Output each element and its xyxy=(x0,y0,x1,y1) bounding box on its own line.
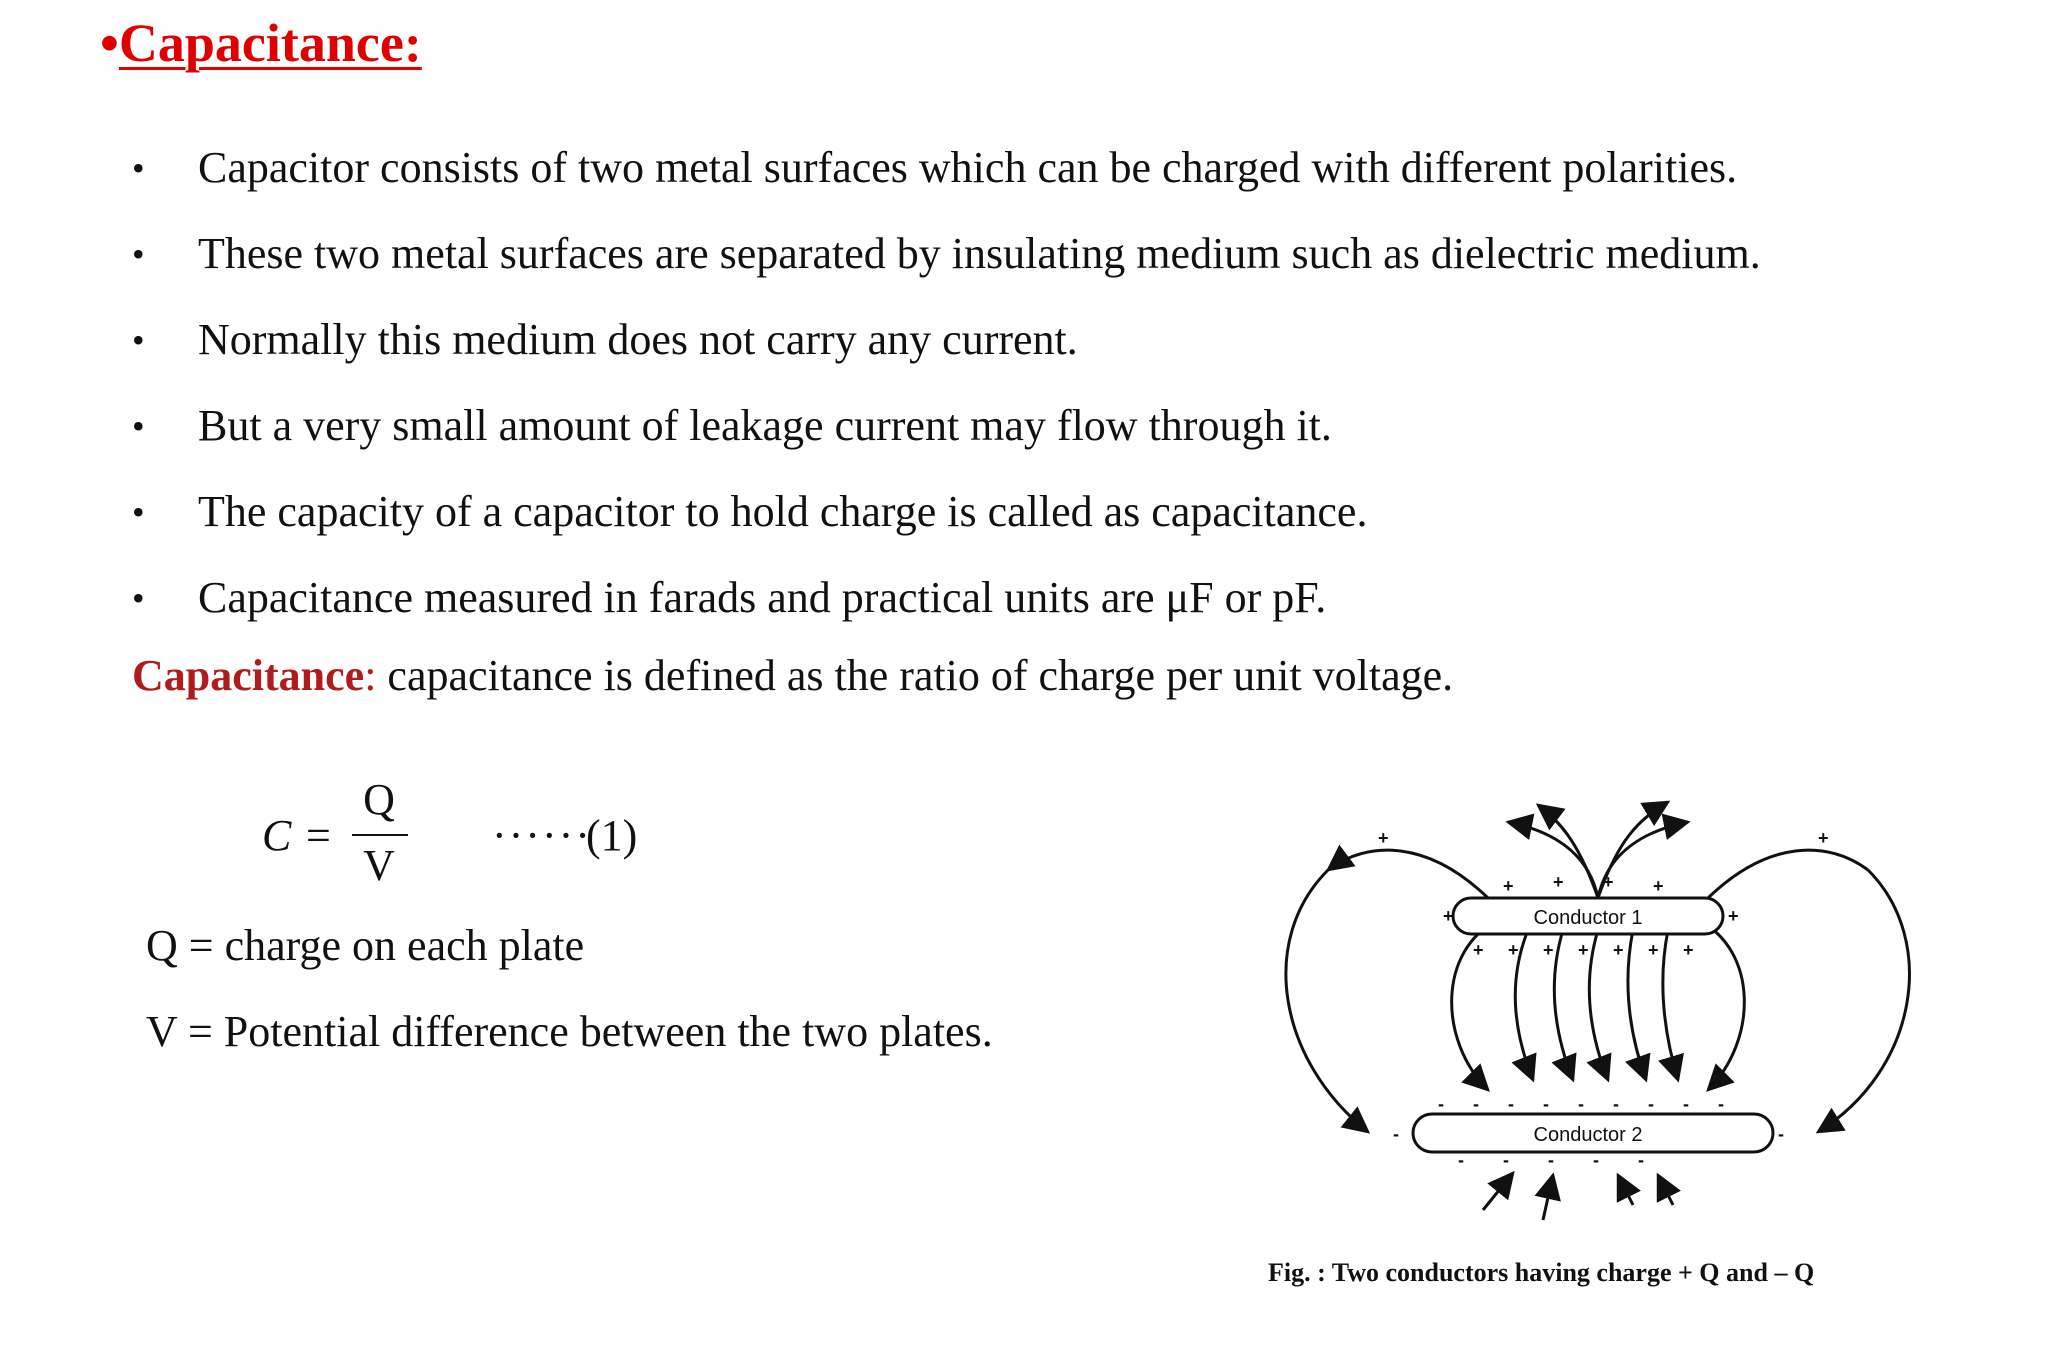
formula-dots: ······ xyxy=(492,811,592,860)
formula-lhs: C xyxy=(262,811,292,860)
minus-sign: - xyxy=(1393,1124,1399,1144)
plus-sign: + xyxy=(1818,828,1829,848)
minus-sign: - xyxy=(1683,1094,1689,1114)
formula-denominator: V xyxy=(363,841,395,890)
definition-text: capacitance is defined as the ratio of charge per unit voltage. xyxy=(376,651,1454,700)
minus-sign: - xyxy=(1648,1094,1654,1114)
minus-sign: - xyxy=(1508,1094,1514,1114)
field-lines-diagram xyxy=(1258,780,1938,1260)
bullet-text: Capacitance measured in farads and practical units are μF or pF. xyxy=(198,573,1327,622)
field-line xyxy=(1554,930,1573,1080)
minus-sign: - xyxy=(1473,1094,1479,1114)
minus-sign: - xyxy=(1503,1150,1509,1170)
plus-sign: + xyxy=(1503,876,1514,896)
bullet-text: Normally this medium does not carry any current. xyxy=(198,315,1078,364)
bullet-item xyxy=(132,130,1761,216)
bullet-list xyxy=(132,130,1761,646)
fraction-bar xyxy=(352,834,408,836)
minus-sign: - xyxy=(1638,1150,1644,1170)
field-line xyxy=(1818,870,1909,1132)
plus-sign: + xyxy=(1508,940,1519,960)
definition-colon: : xyxy=(364,651,377,700)
minus-sign: - xyxy=(1548,1150,1554,1170)
plus-sign: + xyxy=(1553,872,1564,892)
field-line xyxy=(1328,850,1488,898)
plus-sign: + xyxy=(1603,872,1614,892)
bullet-dot-icon: • xyxy=(132,320,145,360)
conductor-1-label: Conductor 1 xyxy=(1533,907,1643,929)
bullet-item xyxy=(132,216,1761,302)
formula-numerator: Q xyxy=(363,775,395,824)
capacitance-definition xyxy=(132,650,1453,701)
legend-q: Q = charge on each plate xyxy=(146,921,585,970)
bullet-text: The capacity of a capacitor to hold charge is called as capacitance. xyxy=(198,487,1368,536)
bullet-dot-icon: • xyxy=(132,492,145,532)
plus-sign: + xyxy=(1473,940,1484,960)
minus-sign: - xyxy=(1613,1094,1619,1114)
field-line xyxy=(1708,850,1868,898)
field-line xyxy=(1286,870,1368,1132)
minus-sign: - xyxy=(1718,1094,1724,1114)
field-line xyxy=(1698,920,1744,1090)
field-line xyxy=(1663,930,1678,1080)
bullet-item xyxy=(132,388,1761,474)
page-heading xyxy=(100,12,422,74)
conductor-2-label: Conductor 2 xyxy=(1533,1124,1643,1146)
bullet-dot-icon: • xyxy=(132,234,145,274)
equation-number: (1) xyxy=(586,811,638,860)
field-line xyxy=(1658,1175,1673,1205)
bullet-item xyxy=(132,560,1761,646)
bullet-text: These two metal surfaces are separated by insulating medium such as dielectric medium. xyxy=(198,229,1761,278)
capacitance-formula xyxy=(262,775,682,905)
field-line xyxy=(1628,930,1646,1080)
minus-sign: - xyxy=(1458,1150,1464,1170)
bullet-item xyxy=(132,474,1761,560)
heading-text: Capacitance: xyxy=(118,13,422,73)
minus-sign: - xyxy=(1438,1094,1444,1114)
conductors-figure xyxy=(1258,780,1938,1300)
plus-sign: + xyxy=(1543,940,1554,960)
bullet-dot-icon: • xyxy=(132,148,145,188)
field-line xyxy=(1483,1173,1513,1210)
minus-sign: - xyxy=(1593,1150,1599,1170)
field-line xyxy=(1589,930,1608,1080)
plus-sign: + xyxy=(1578,940,1589,960)
bullet-dot-icon: • xyxy=(132,578,145,618)
field-line xyxy=(1618,1175,1633,1205)
bullet-text: Capacitor consists of two metal surfaces which can be charged with different polarities. xyxy=(198,143,1738,192)
legend-v: V = Potential difference between the two plates. xyxy=(146,1007,993,1056)
minus-sign: - xyxy=(1778,1124,1784,1144)
bullet-text: But a very small amount of leakage current may flow through it. xyxy=(198,401,1332,450)
figure-caption: Fig. : Two conductors having charge + Q and – Q xyxy=(1268,1258,1815,1287)
definition-term: Capacitance xyxy=(132,651,365,700)
plus-sign: + xyxy=(1683,940,1694,960)
plus-sign: + xyxy=(1653,876,1664,896)
plus-sign: + xyxy=(1648,940,1659,960)
minus-sign: - xyxy=(1578,1094,1584,1114)
plus-sign: + xyxy=(1613,940,1624,960)
bullet-dot-icon: • xyxy=(132,406,145,446)
heading-bullet: • xyxy=(100,13,119,73)
plus-sign: + xyxy=(1728,906,1739,926)
plus-sign: + xyxy=(1378,828,1389,848)
minus-sign: - xyxy=(1543,1094,1549,1114)
formula-equals: = xyxy=(306,811,331,860)
bullet-item xyxy=(132,302,1761,388)
field-line xyxy=(1538,805,1598,898)
field-line xyxy=(1543,1175,1553,1220)
plus-sign: + xyxy=(1443,906,1454,926)
